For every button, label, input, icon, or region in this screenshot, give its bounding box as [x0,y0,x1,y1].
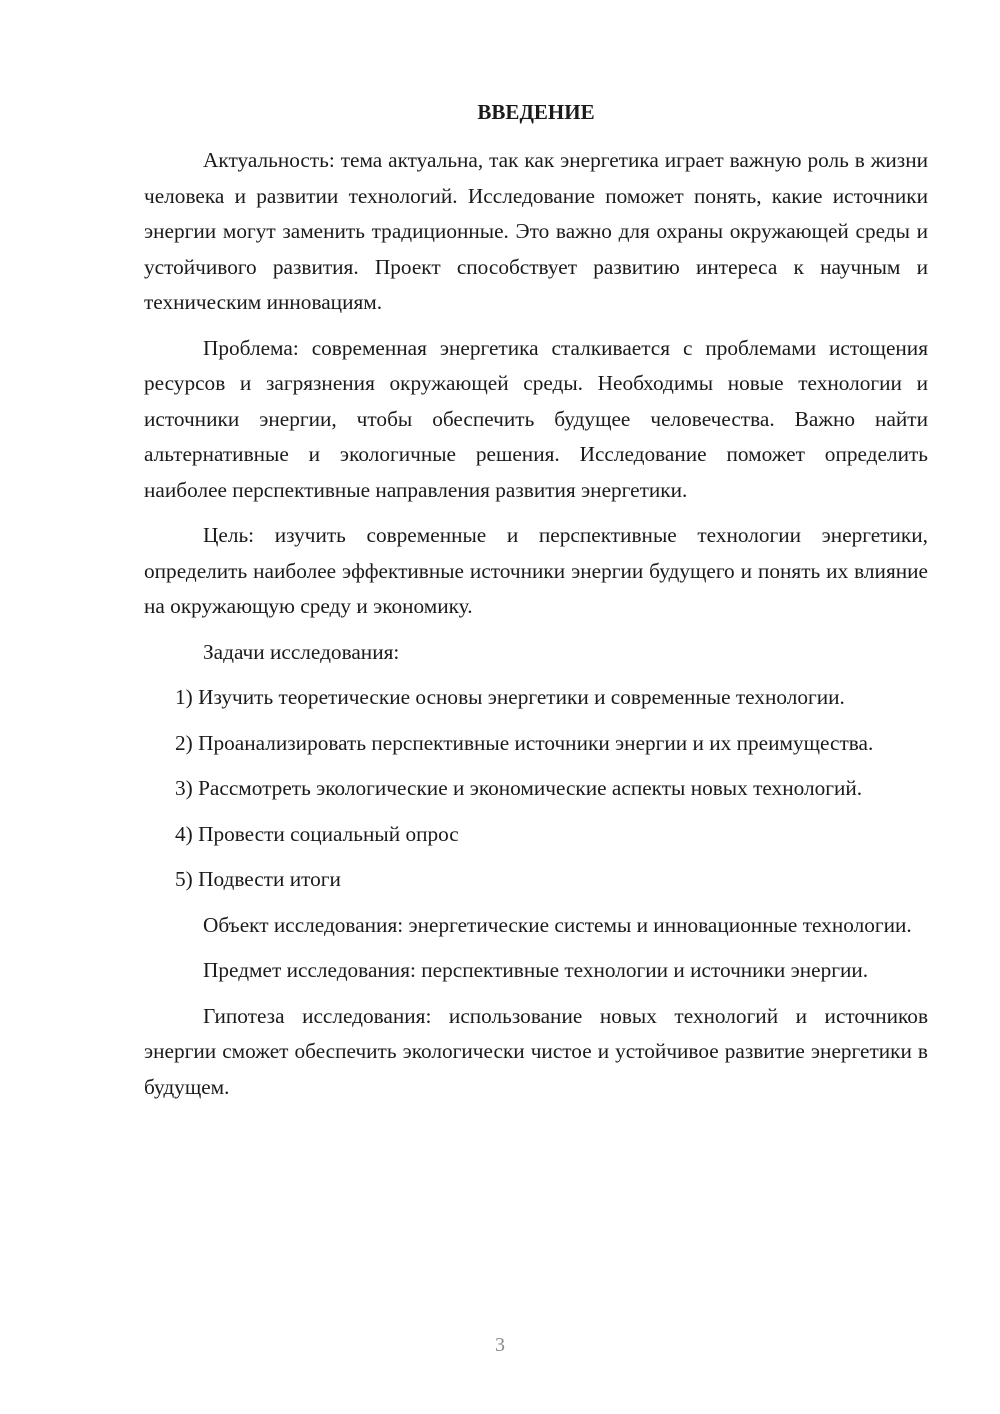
paragraph-problem: Проблема: современная энергетика сталкивается с проблемами истощения ресурсов и загрязнения окружающей среды. Необходимы новые технологии и источники энергии, чтобы обеспечить будущее человечества. Важно найти альтернативные и экологичные решения. Исследование поможет определить наиболее перспективные направления развития энергетики. [144,335,928,502]
page-number: 3 [495,1334,505,1356]
paragraph-relevance: Актуальность: тема актуальна, так как энергетика играет важную роль в жизни человека и развитии технологий. Исследование поможет понять, какие источники энергии могут заменить традиционные. Это важно для охраны окружающей среды и устойчивого развития. Проект способствует развитию интереса к научным и техническим инновациям. [144,148,928,314]
paragraph-subject: Предмет исследования: перспективные технологии и источники энергии. [203,958,869,982]
section-title: ВВЕДЕНИЕ [477,100,595,124]
task-list-item: 3) Рассмотреть экологические и экономические аспекты новых технологий. [175,776,863,800]
body-text [144,143,928,1105]
paragraph-hypothesis: Гипотеза исследования: использование новых технологий и источников энергии сможет обеспечить экологически чистое и устойчивое развитие энергетики в будущем. [144,1003,928,1099]
task-list-item: 1) Изучить теоретические основы энергетики и современные технологии. [175,685,845,709]
paragraph-goal: Цель: изучить современные и перспективные технологии энергетики, определить наиболее эффективные источники энергии будущего и понять их влияние на окружающую среду и экономику. [144,523,928,618]
paragraph-tasks-heading: Задачи исследования: [203,639,400,664]
task-list-item: 2) Проанализировать перспективные источники энергии и их преимущества. [175,730,874,755]
task-list-item: 5) Подвести итоги [175,867,341,891]
paragraph-object: Объект исследования: энергетические системы и инновационные технологии. [203,912,912,937]
task-list-item: 4) Провести социальный опрос [175,821,459,846]
